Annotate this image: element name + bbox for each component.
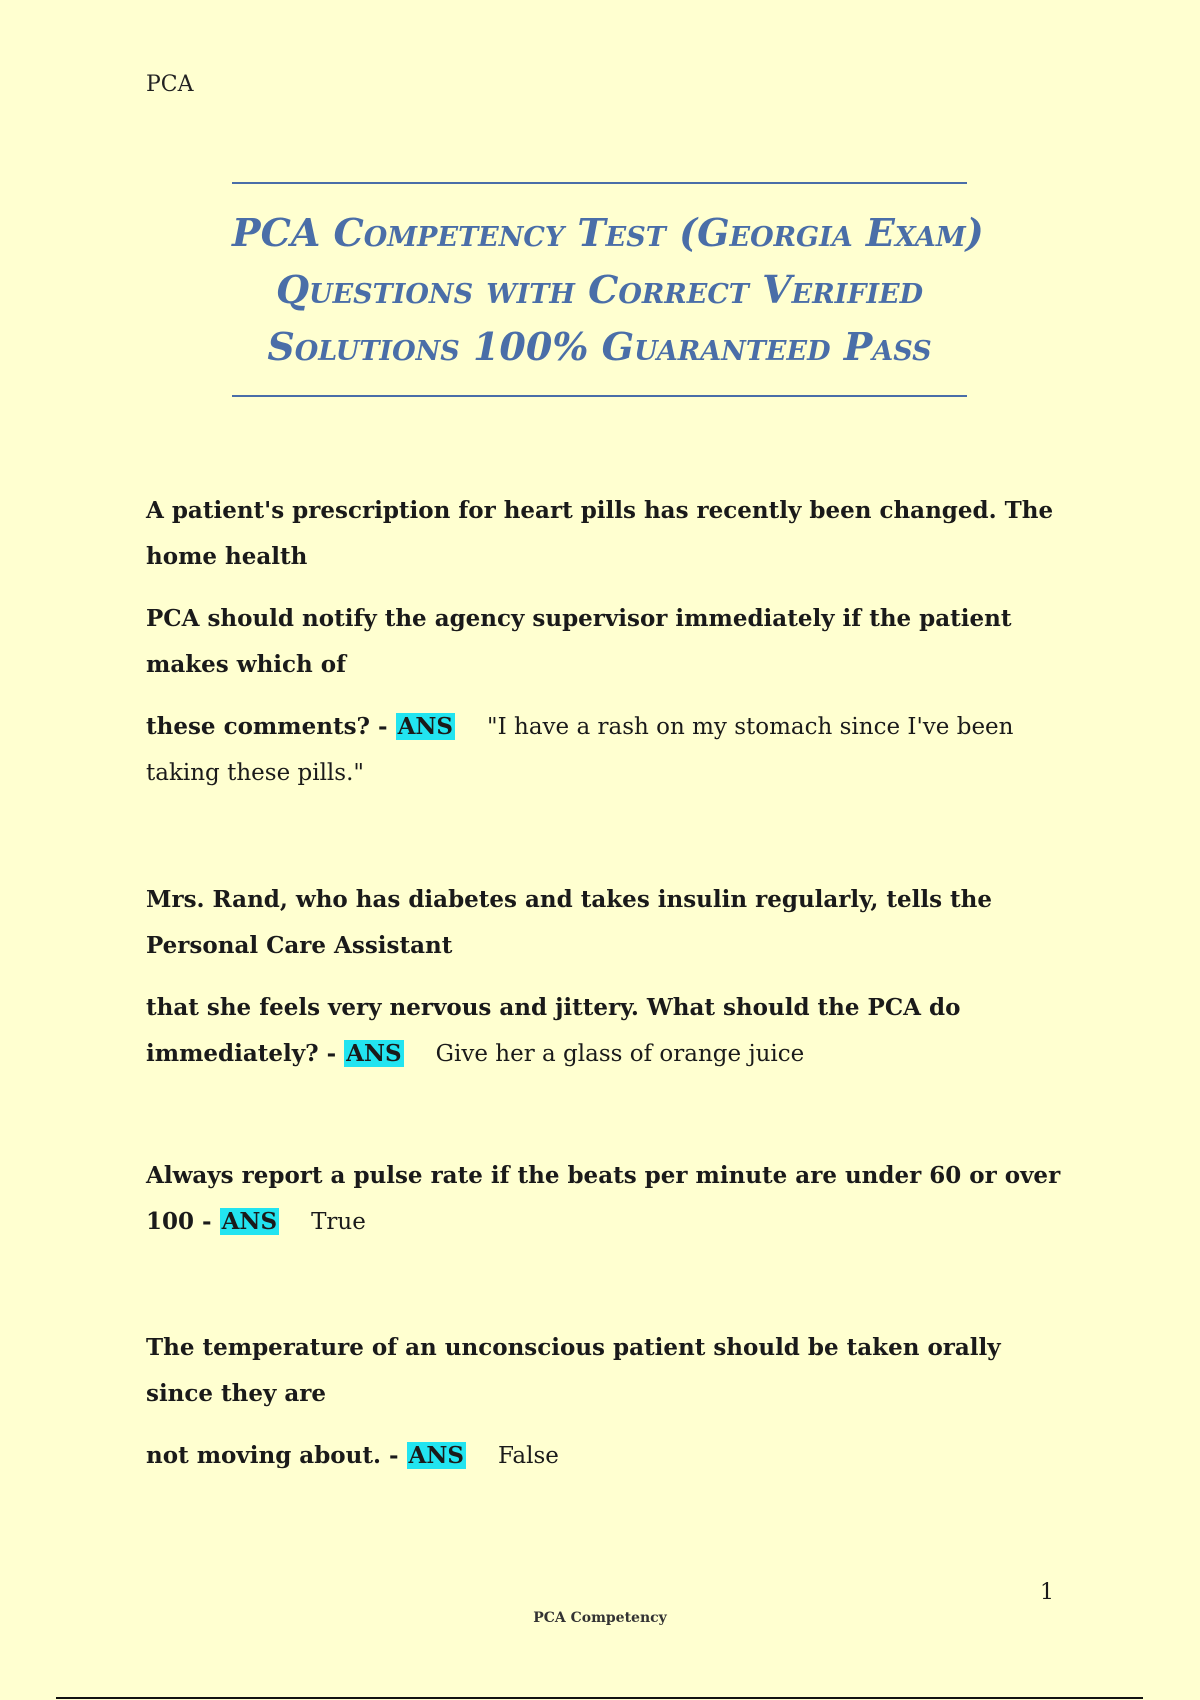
page-header: PCA	[146, 72, 194, 97]
page-number: 1	[1040, 1580, 1054, 1605]
question-2-line-1: Mrs. Rand, who has diabetes and takes insulin regularly, tells the Personal Care Assistant	[146, 886, 993, 959]
question-1-line-3: these comments? -	[146, 713, 396, 740]
question-block-4	[146, 1325, 1066, 1495]
answer-text: "I have a rash on my stomach since I've been taking these pills."	[146, 714, 1014, 786]
question-2-line-2: that she feels very nervous and jittery. What should the PCA do immediately? -	[146, 994, 961, 1067]
question-3-line-1: Always report a pulse rate if the beats per minute are under 60 or over 100 -	[146, 1162, 1061, 1235]
title-line-3: Solutions 100% Guaranteed Pass	[267, 324, 932, 369]
page-footer: PCA Competency	[533, 1610, 667, 1626]
footer-divider	[56, 1697, 1143, 1699]
title-line-1: PCA Competency Test (Georgia Exam)	[232, 210, 984, 255]
answer-text: True	[311, 1209, 366, 1235]
question-block-1	[146, 488, 1066, 812]
answer-tag: ANS	[397, 713, 454, 740]
question-4-line-2: not moving about. -	[146, 1442, 407, 1469]
answer-tag: ANS	[221, 1208, 278, 1235]
question-block-3	[146, 1153, 1066, 1261]
answer-tag: ANS	[346, 1040, 402, 1067]
question-1-line-1: A patient's prescription for heart pills has recently been changed. The home health	[146, 497, 1054, 570]
question-block-2	[146, 877, 1066, 1093]
question-3-answer-line	[146, 1153, 1066, 1245]
question-1-answer-line	[146, 704, 1066, 796]
question-4-line-1: The temperature of an unconscious patient should be taken orally since they are	[146, 1334, 1001, 1407]
document-title	[232, 182, 984, 397]
answer-text: Give her a glass of orange juice	[435, 1041, 805, 1067]
question-4-answer-line	[146, 1433, 1066, 1479]
question-2-answer-line	[146, 985, 1066, 1077]
title-line-2: Questions with Correct Verified	[275, 267, 924, 312]
answer-tag: ANS	[408, 1442, 465, 1469]
question-1-line-2: PCA should notify the agency supervisor immediately if the patient makes which of	[146, 605, 1012, 678]
answer-text: False	[498, 1443, 559, 1469]
